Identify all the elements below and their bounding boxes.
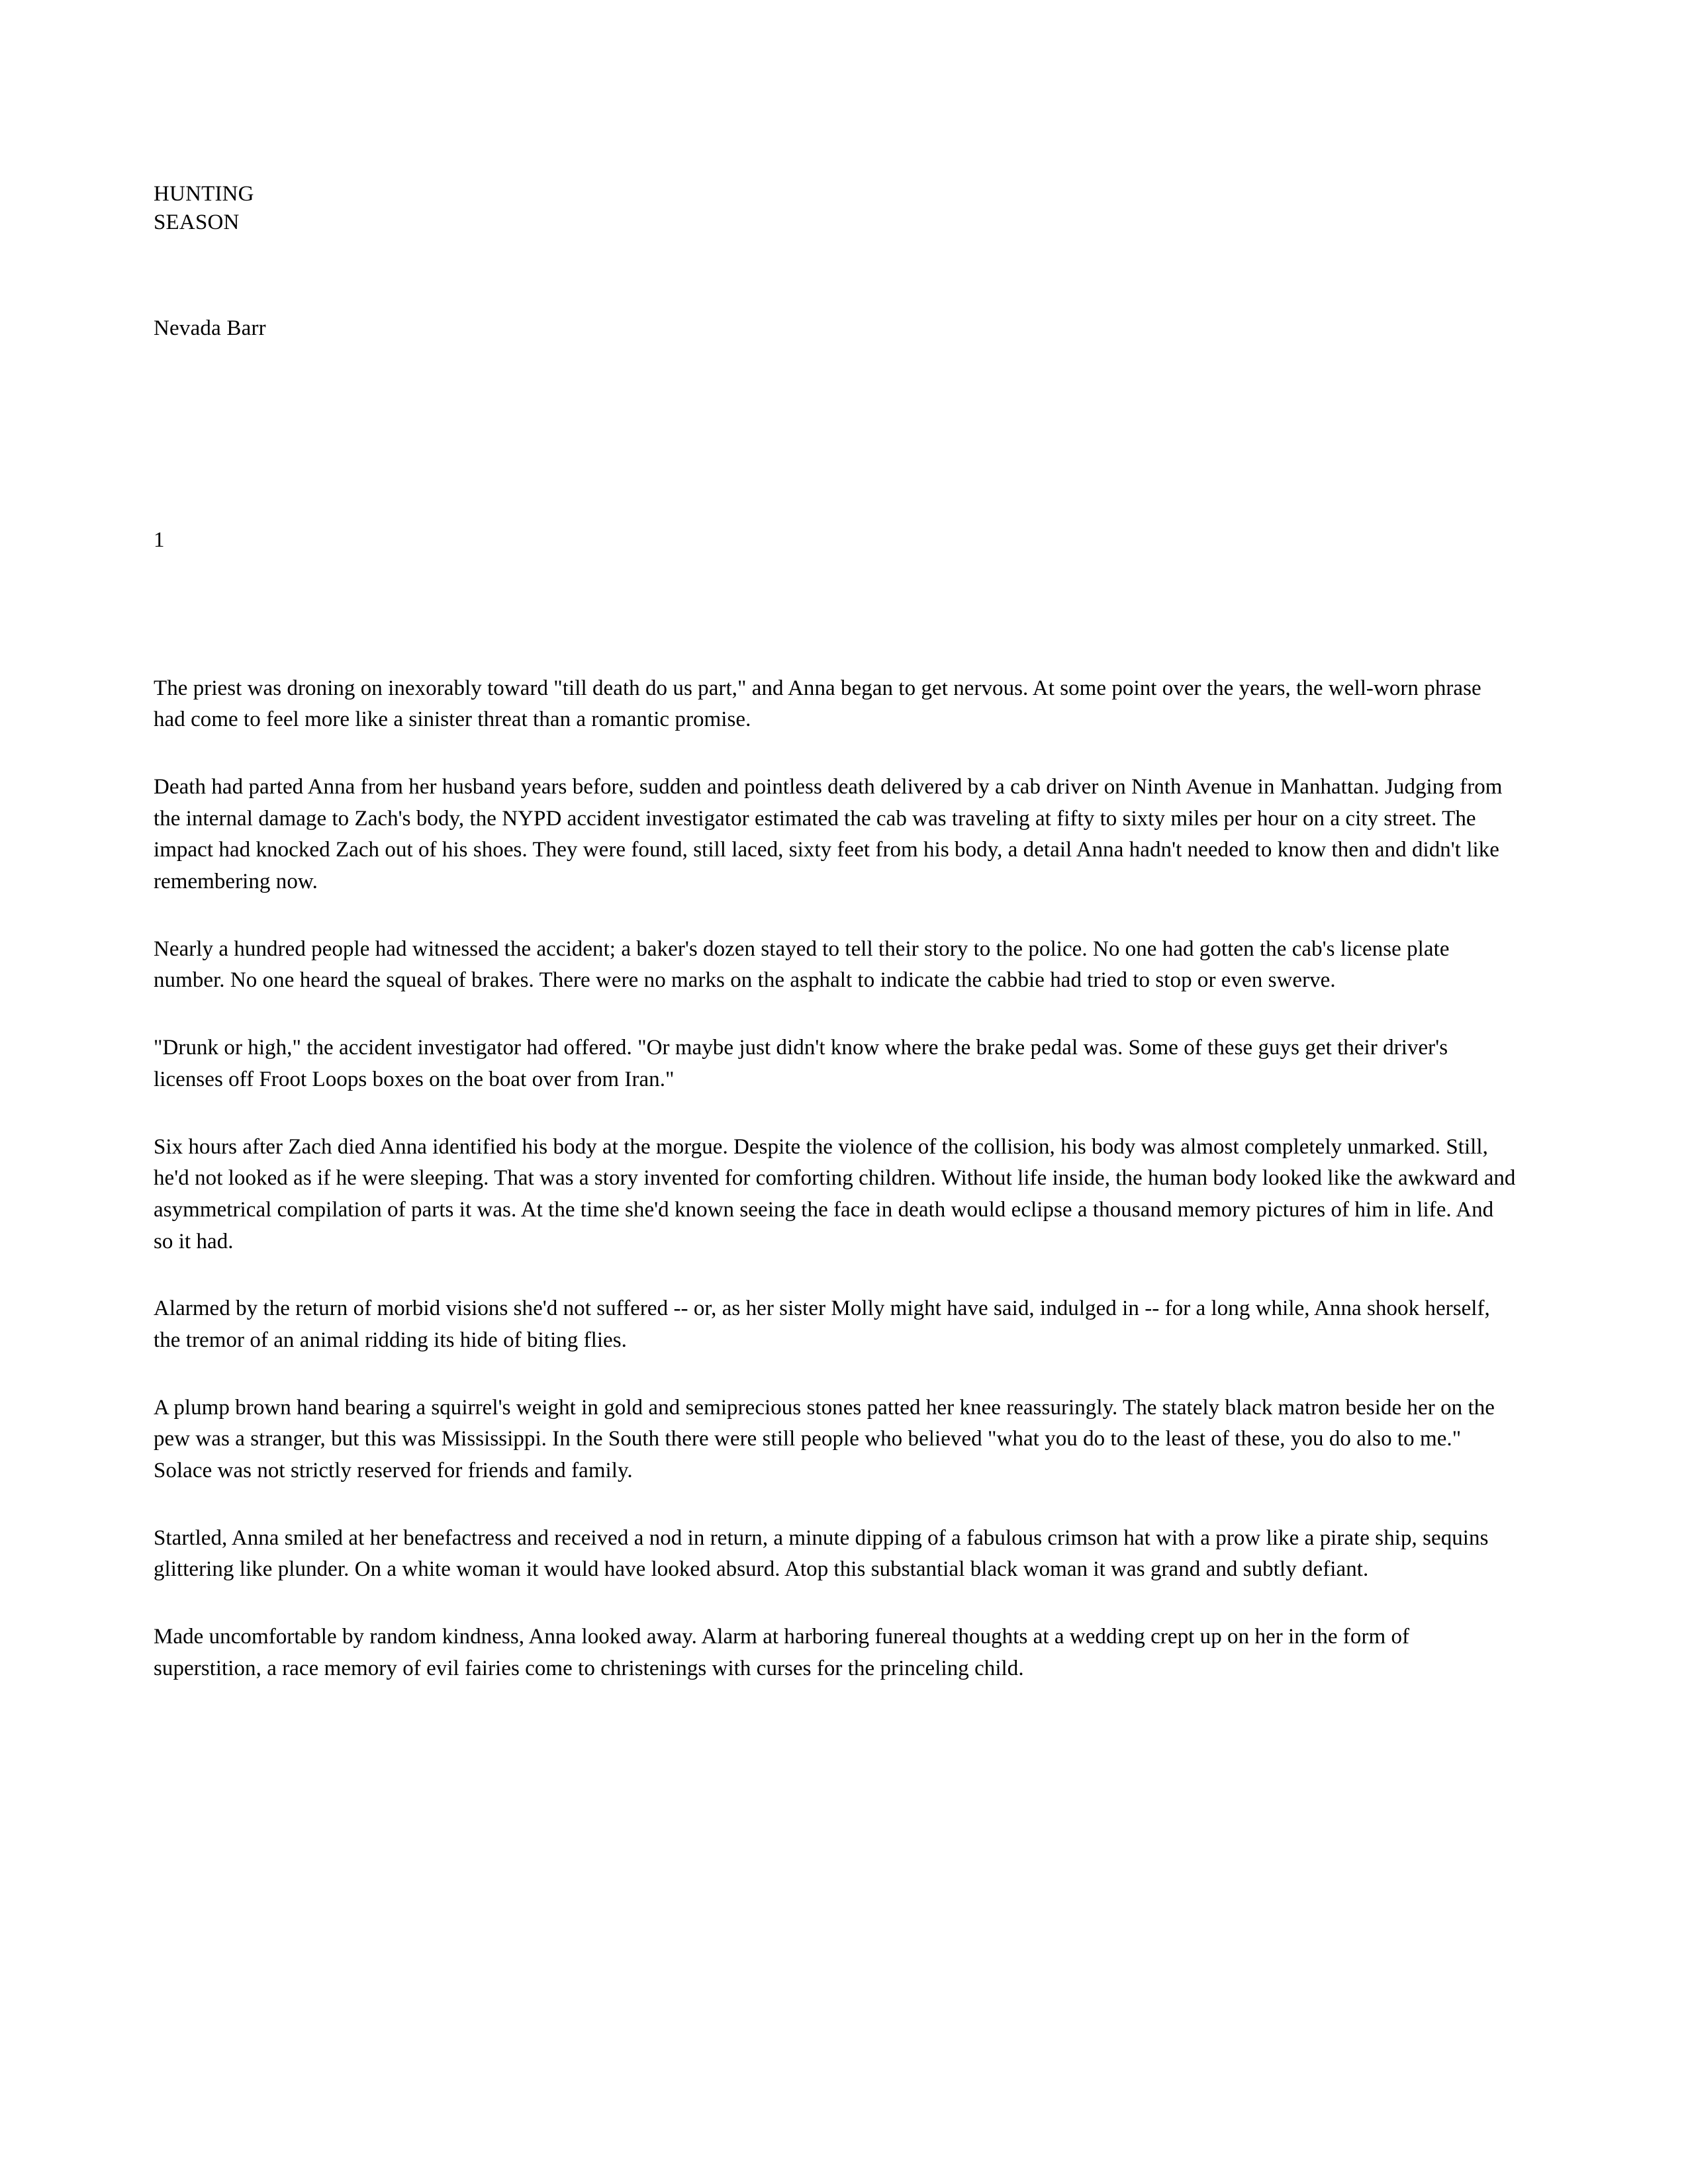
book-title-line-2: SEASON (154, 210, 240, 234)
paragraph: Death had parted Anna from her husband years before, sudden and pointless death delivered by a cab driver on Ninth Avenue in Manhattan. Judging from the internal damage to Zach's body, the NYPD accident investigator estimated the cab was traveling at fifty to sixty miles per hour on a city street. The impact had knocked Zach out of his shoes. They were found, still laced, sixty feet from his body, a detail Anna hadn't needed to know then and didn't like remembering now. (154, 775, 1503, 894)
document-content (154, 180, 1524, 1684)
paragraph: "Drunk or high," the accident investigator had offered. "Or maybe just didn't know where the brake pedal was. Some of these guys get their driver's licenses off Froot Loops boxes on the boat over from Iran." (154, 1036, 1448, 1091)
book-title (154, 180, 1524, 237)
book-title-line-1: HUNTING (154, 182, 254, 206)
paragraph: Startled, Anna smiled at her benefactress and received a nod in return, a minute dipping of a fabulous crimson hat with a prow like a pirate ship, sequins glittering like plunder. On a white woman it would have looked absurd. Atop this substantial black woman it was grand and subtly defiant. (154, 1525, 1489, 1582)
paragraph: Nearly a hundred people had witnessed the accident; a baker's dozen stayed to tell their story to the police. No one had gotten the cab's license plate number. No one heard the squeal of brakes. There were no marks on the asphalt to indicate the cabbie had tried to stop or even swerve. (154, 936, 1450, 993)
book-author: Nevada Barr (154, 316, 266, 340)
paragraph: The priest was droning on inexorably toward "till death do us part," and Anna began to get nervous. At some point over the years, the well-worn phrase had come to feel more like a sinister threat than a romantic promise. (154, 676, 1481, 732)
chapter-number: 1 (154, 527, 165, 552)
paragraph: Made uncomfortable by random kindness, Anna looked away. Alarm at harboring funereal thoughts at a wedding crept up on her in the form of superstition, a race memory of evil fairies come to christenings with curses for the princeling child. (154, 1624, 1410, 1680)
paragraph: Alarmed by the return of morbid visions she'd not suffered -- or, as her sister Molly might have said, indulged in -- for a long while, Anna shook herself, the tremor of an animal ridding its hide of biting flies. (154, 1297, 1490, 1352)
paragraph: A plump brown hand bearing a squirrel's weight in gold and semiprecious stones patted her knee reassuringly. The stately black matron beside her on the pew was a stranger, but this was Mississippi. In the South there were still people who believed "what you do to the least of these, you do also to me." Solace was not strictly reserved for friends and family. (154, 1395, 1495, 1482)
paragraph: Six hours after Zach died Anna identified his body at the morgue. Despite the violence of the collision, his body was almost completely unmarked. Still, he'd not looked as if he were sleeping. That was a story invented for comforting children. Without life inside, the human body looked like the awkward and asymmetrical compilation of parts it was. At the time she'd known seeing the face in death would eclipse a thousand memory pictures of him in life. And so it had. (154, 1134, 1516, 1253)
body-text (154, 673, 1524, 1684)
